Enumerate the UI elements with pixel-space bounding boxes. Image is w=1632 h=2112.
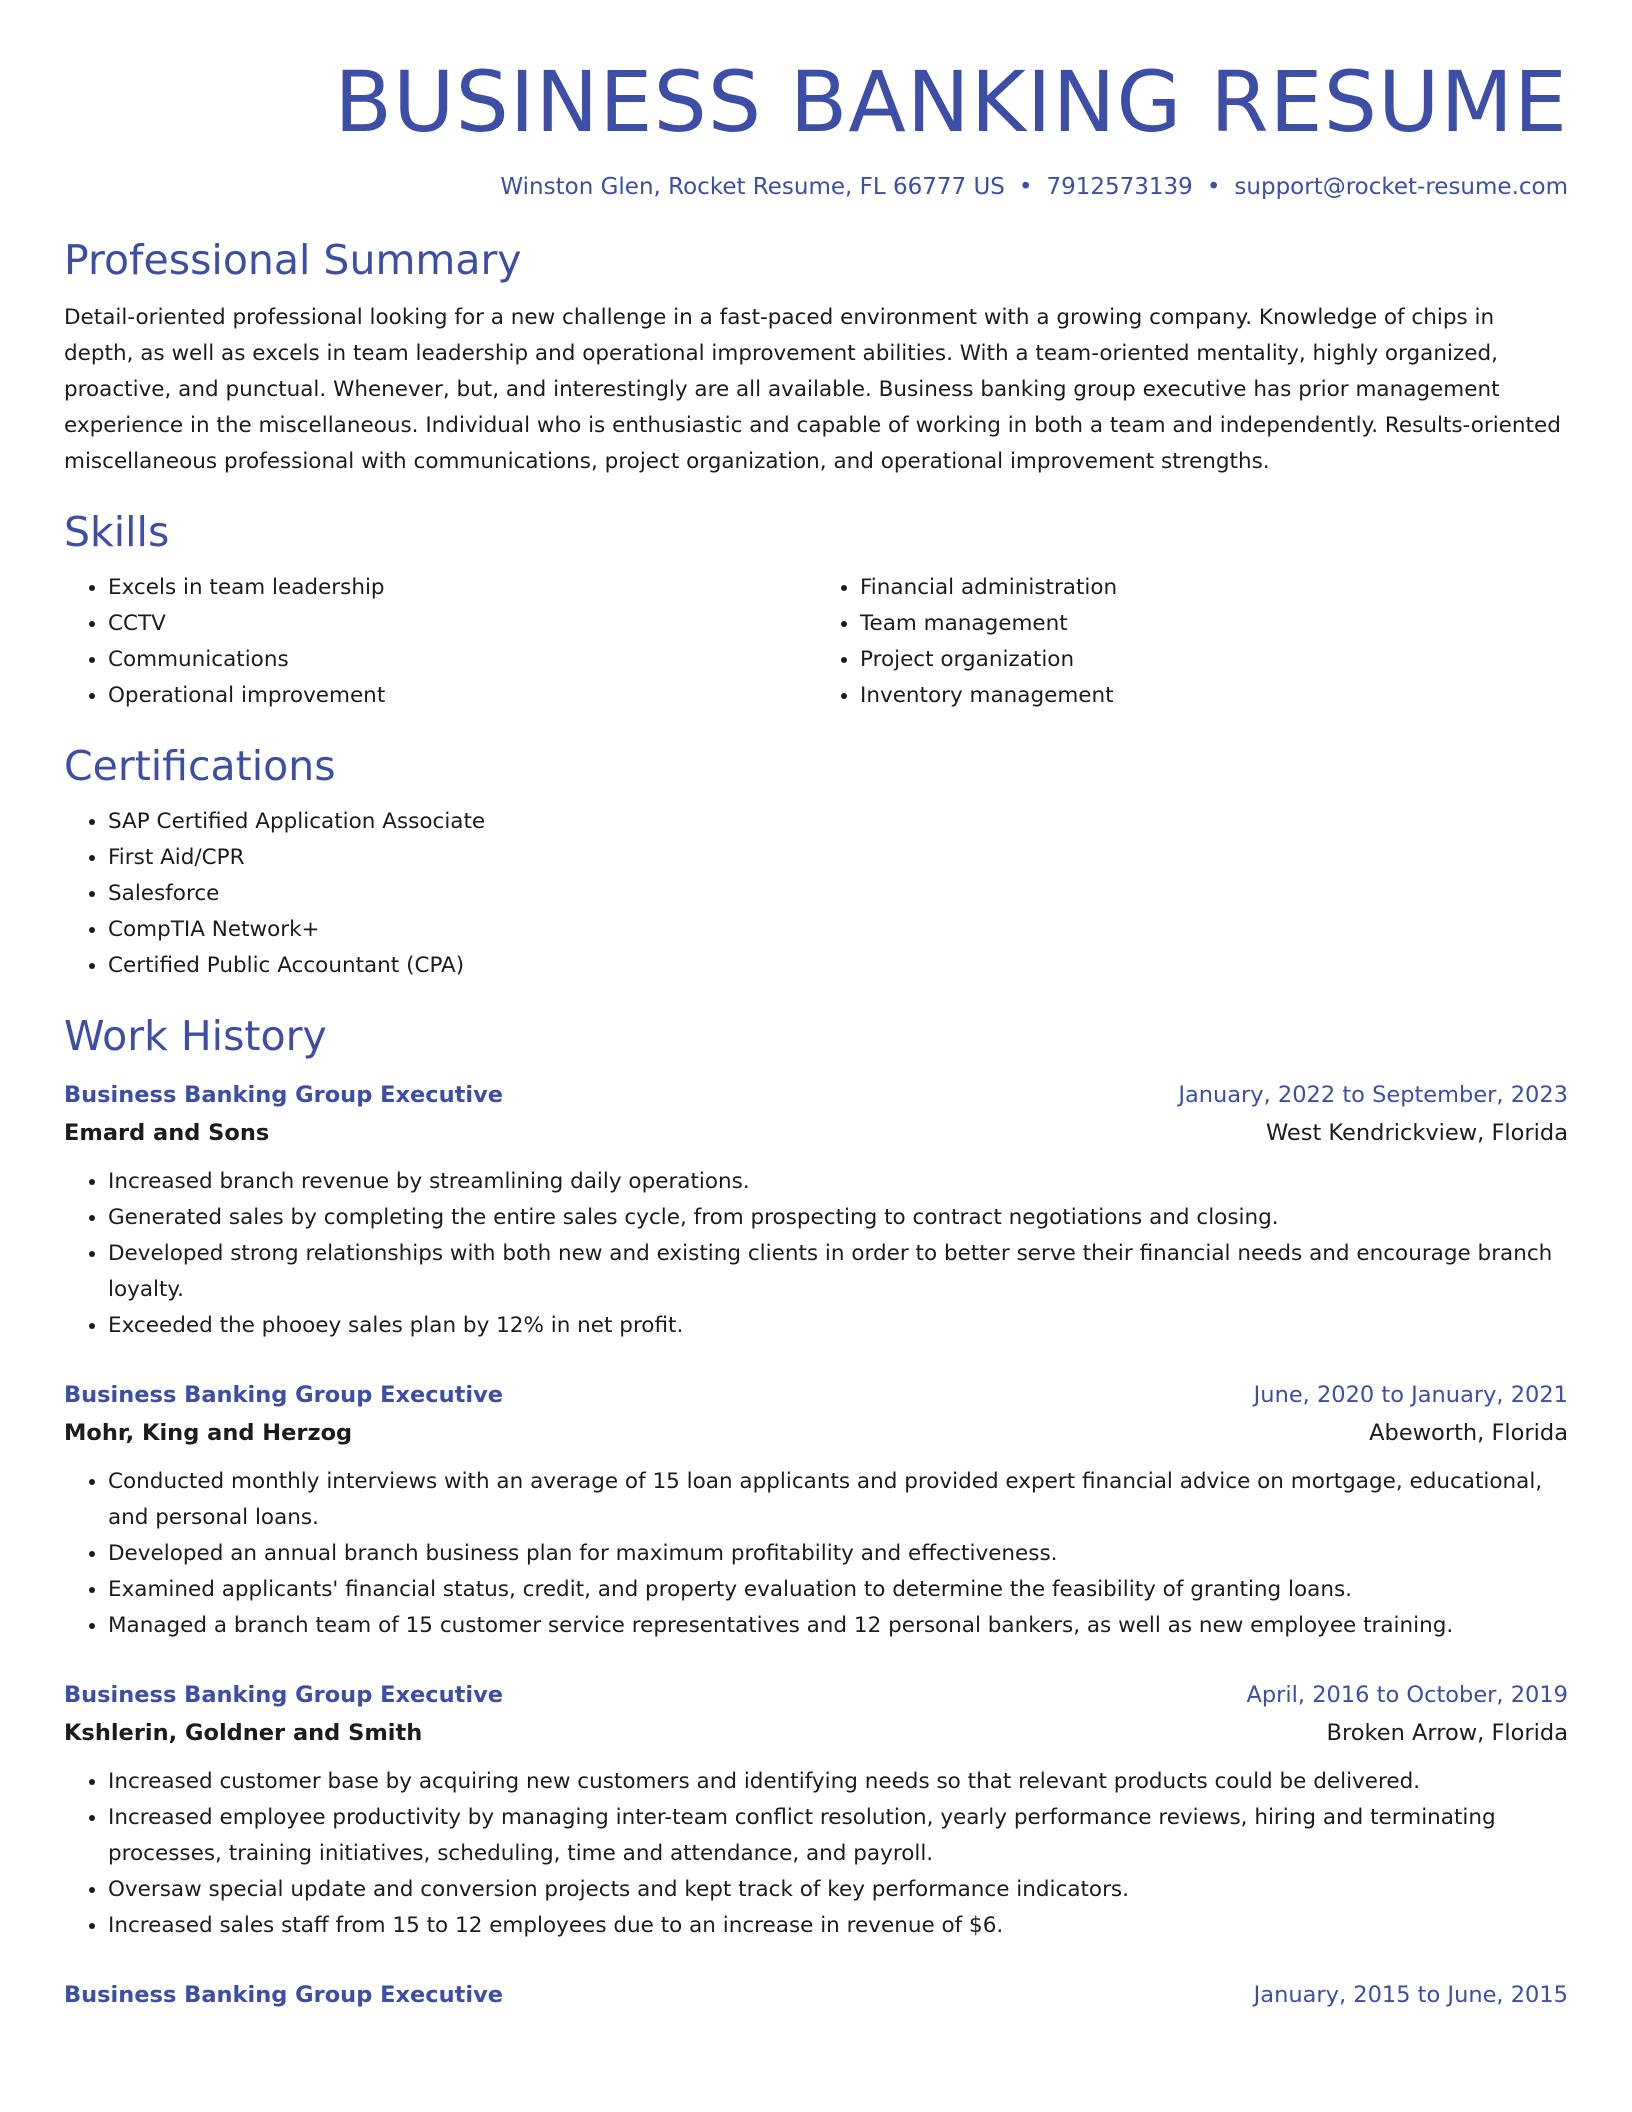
resume-title: BUSINESS BANKING RESUME xyxy=(334,53,1568,151)
job-entry xyxy=(64,1376,1568,1644)
job-header xyxy=(64,1676,1568,1714)
skills-heading: Skills xyxy=(64,508,170,556)
email-link[interactable]: support@rocket-resume.com xyxy=(1234,174,1568,200)
job-subheader xyxy=(64,1414,1568,1452)
job-bullets xyxy=(64,1764,1568,1944)
resume-header xyxy=(64,0,1568,204)
job-header xyxy=(64,1076,1568,1114)
job-location: Broken Arrow, Florida xyxy=(1326,1720,1568,1746)
skill-item: • Excels in team leadership xyxy=(108,570,816,606)
contact-separator: • xyxy=(1018,174,1033,200)
job-bullet: • Exceeded the phooey sales plan by 12% in net profit. xyxy=(108,1308,1568,1344)
job-entry xyxy=(64,1976,1568,2014)
address-text: Winston Glen, Rocket Resume, FL 66777 US xyxy=(500,174,1005,200)
skill-item: • CCTV xyxy=(108,606,816,642)
contact-separator: • xyxy=(1206,174,1221,200)
job-bullet: • Conducted monthly interviews with an average of 15 loan applicants and provided expert financial advice on mortgage, educational, and personal loans. xyxy=(108,1464,1568,1536)
job-location: West Kendrickview, Florida xyxy=(1265,1120,1568,1146)
certification-item: • SAP Certified Application Associate xyxy=(108,804,1568,840)
summary-text: Detail-oriented professional looking for a new challenge in a fast-paced environment with a growing company. Knowledge of chips in depth, as well as excels in team leadership and operational improvement abilities. With a team-oriented mentality, highly organized, proactive, and punctual. Whenever, but, and interestingly are all available. Business banking group executive has prior management experience in the miscellaneous. Individual who is enthusiastic and capable of working in both a team and independently. Results-oriented miscellaneous professional with communications, project organization, and operational improvement strengths. xyxy=(64,305,1561,474)
work-history-section xyxy=(64,1010,1568,2014)
job-bullets xyxy=(64,1464,1568,1644)
skills-list-left xyxy=(64,570,816,714)
certification-item: • CompTIA Network+ xyxy=(108,912,1568,948)
job-entry xyxy=(64,1076,1568,1344)
job-dates: January, 2022 to September, 2023 xyxy=(1178,1082,1568,1108)
skill-item: • Financial administration xyxy=(860,570,1568,606)
skills-section xyxy=(64,506,1568,714)
job-company: Mohr, King and Herzog xyxy=(64,1420,353,1446)
summary-section xyxy=(64,234,1568,480)
job-bullet: • Increased customer base by acquiring new customers and identifying needs so that relevant products could be delivered. xyxy=(108,1764,1568,1800)
certifications-list xyxy=(64,804,1568,984)
job-bullet: • Developed strong relationships with both new and existing clients in order to better serve their financial needs and encourage branch loyalty. xyxy=(108,1236,1568,1308)
job-company: Emard and Sons xyxy=(64,1120,270,1146)
skill-item: • Inventory management xyxy=(860,678,1568,714)
contact-line xyxy=(64,170,1568,204)
job-subheader xyxy=(64,1114,1568,1152)
job-location: Abeworth, Florida xyxy=(1369,1420,1568,1446)
skill-item: • Communications xyxy=(108,642,816,678)
work-history-heading: Work History xyxy=(64,1012,327,1060)
certification-item: • Salesforce xyxy=(108,876,1568,912)
skill-item: • Project organization xyxy=(860,642,1568,678)
job-bullet: • Generated sales by completing the entire sales cycle, from prospecting to contract negotiations and closing. xyxy=(108,1200,1568,1236)
job-header xyxy=(64,1976,1568,2014)
skills-grid xyxy=(64,570,1568,714)
job-subheader xyxy=(64,1714,1568,1752)
job-entry xyxy=(64,1676,1568,1944)
job-dates: June, 2020 to January, 2021 xyxy=(1253,1382,1568,1408)
job-bullets xyxy=(64,1164,1568,1344)
job-bullet: • Oversaw special update and conversion projects and kept track of key performance indicators. xyxy=(108,1872,1568,1908)
skill-item: • Team management xyxy=(860,606,1568,642)
certifications-heading: Certifications xyxy=(64,742,336,790)
summary-heading: Professional Summary xyxy=(64,236,522,284)
job-title: Business Banking Group Executive xyxy=(64,1682,504,1708)
job-company: Kshlerin, Goldner and Smith xyxy=(64,1720,423,1746)
certification-item: • Certified Public Accountant (CPA) xyxy=(108,948,1568,984)
job-title: Business Banking Group Executive xyxy=(64,1382,504,1408)
job-dates: April, 2016 to October, 2019 xyxy=(1246,1682,1568,1708)
phone-text: 7912573139 xyxy=(1046,174,1193,200)
job-title: Business Banking Group Executive xyxy=(64,1082,504,1108)
job-bullet: • Examined applicants' financial status, credit, and property evaluation to determine the feasibility of granting loans. xyxy=(108,1572,1568,1608)
job-bullet: • Increased employee productivity by managing inter-team conflict resolution, yearly performance reviews, hiring and terminating processes, training initiatives, scheduling, time and attendance, and payroll. xyxy=(108,1800,1568,1872)
job-dates: January, 2015 to June, 2015 xyxy=(1253,1982,1568,2008)
job-bullet: • Increased branch revenue by streamlining daily operations. xyxy=(108,1164,1568,1200)
skill-item: • Operational improvement xyxy=(108,678,816,714)
job-bullet: • Developed an annual branch business plan for maximum profitability and effectiveness. xyxy=(108,1536,1568,1572)
job-bullet: • Increased sales staff from 15 to 12 employees due to an increase in revenue of $6. xyxy=(108,1908,1568,1944)
job-bullet: • Managed a branch team of 15 customer service representatives and 12 personal bankers, as well as new employee training. xyxy=(108,1608,1568,1644)
job-title: Business Banking Group Executive xyxy=(64,1982,504,2008)
job-header xyxy=(64,1376,1568,1414)
skills-list-right xyxy=(816,570,1568,714)
certification-item: • First Aid/CPR xyxy=(108,840,1568,876)
certifications-section xyxy=(64,740,1568,984)
